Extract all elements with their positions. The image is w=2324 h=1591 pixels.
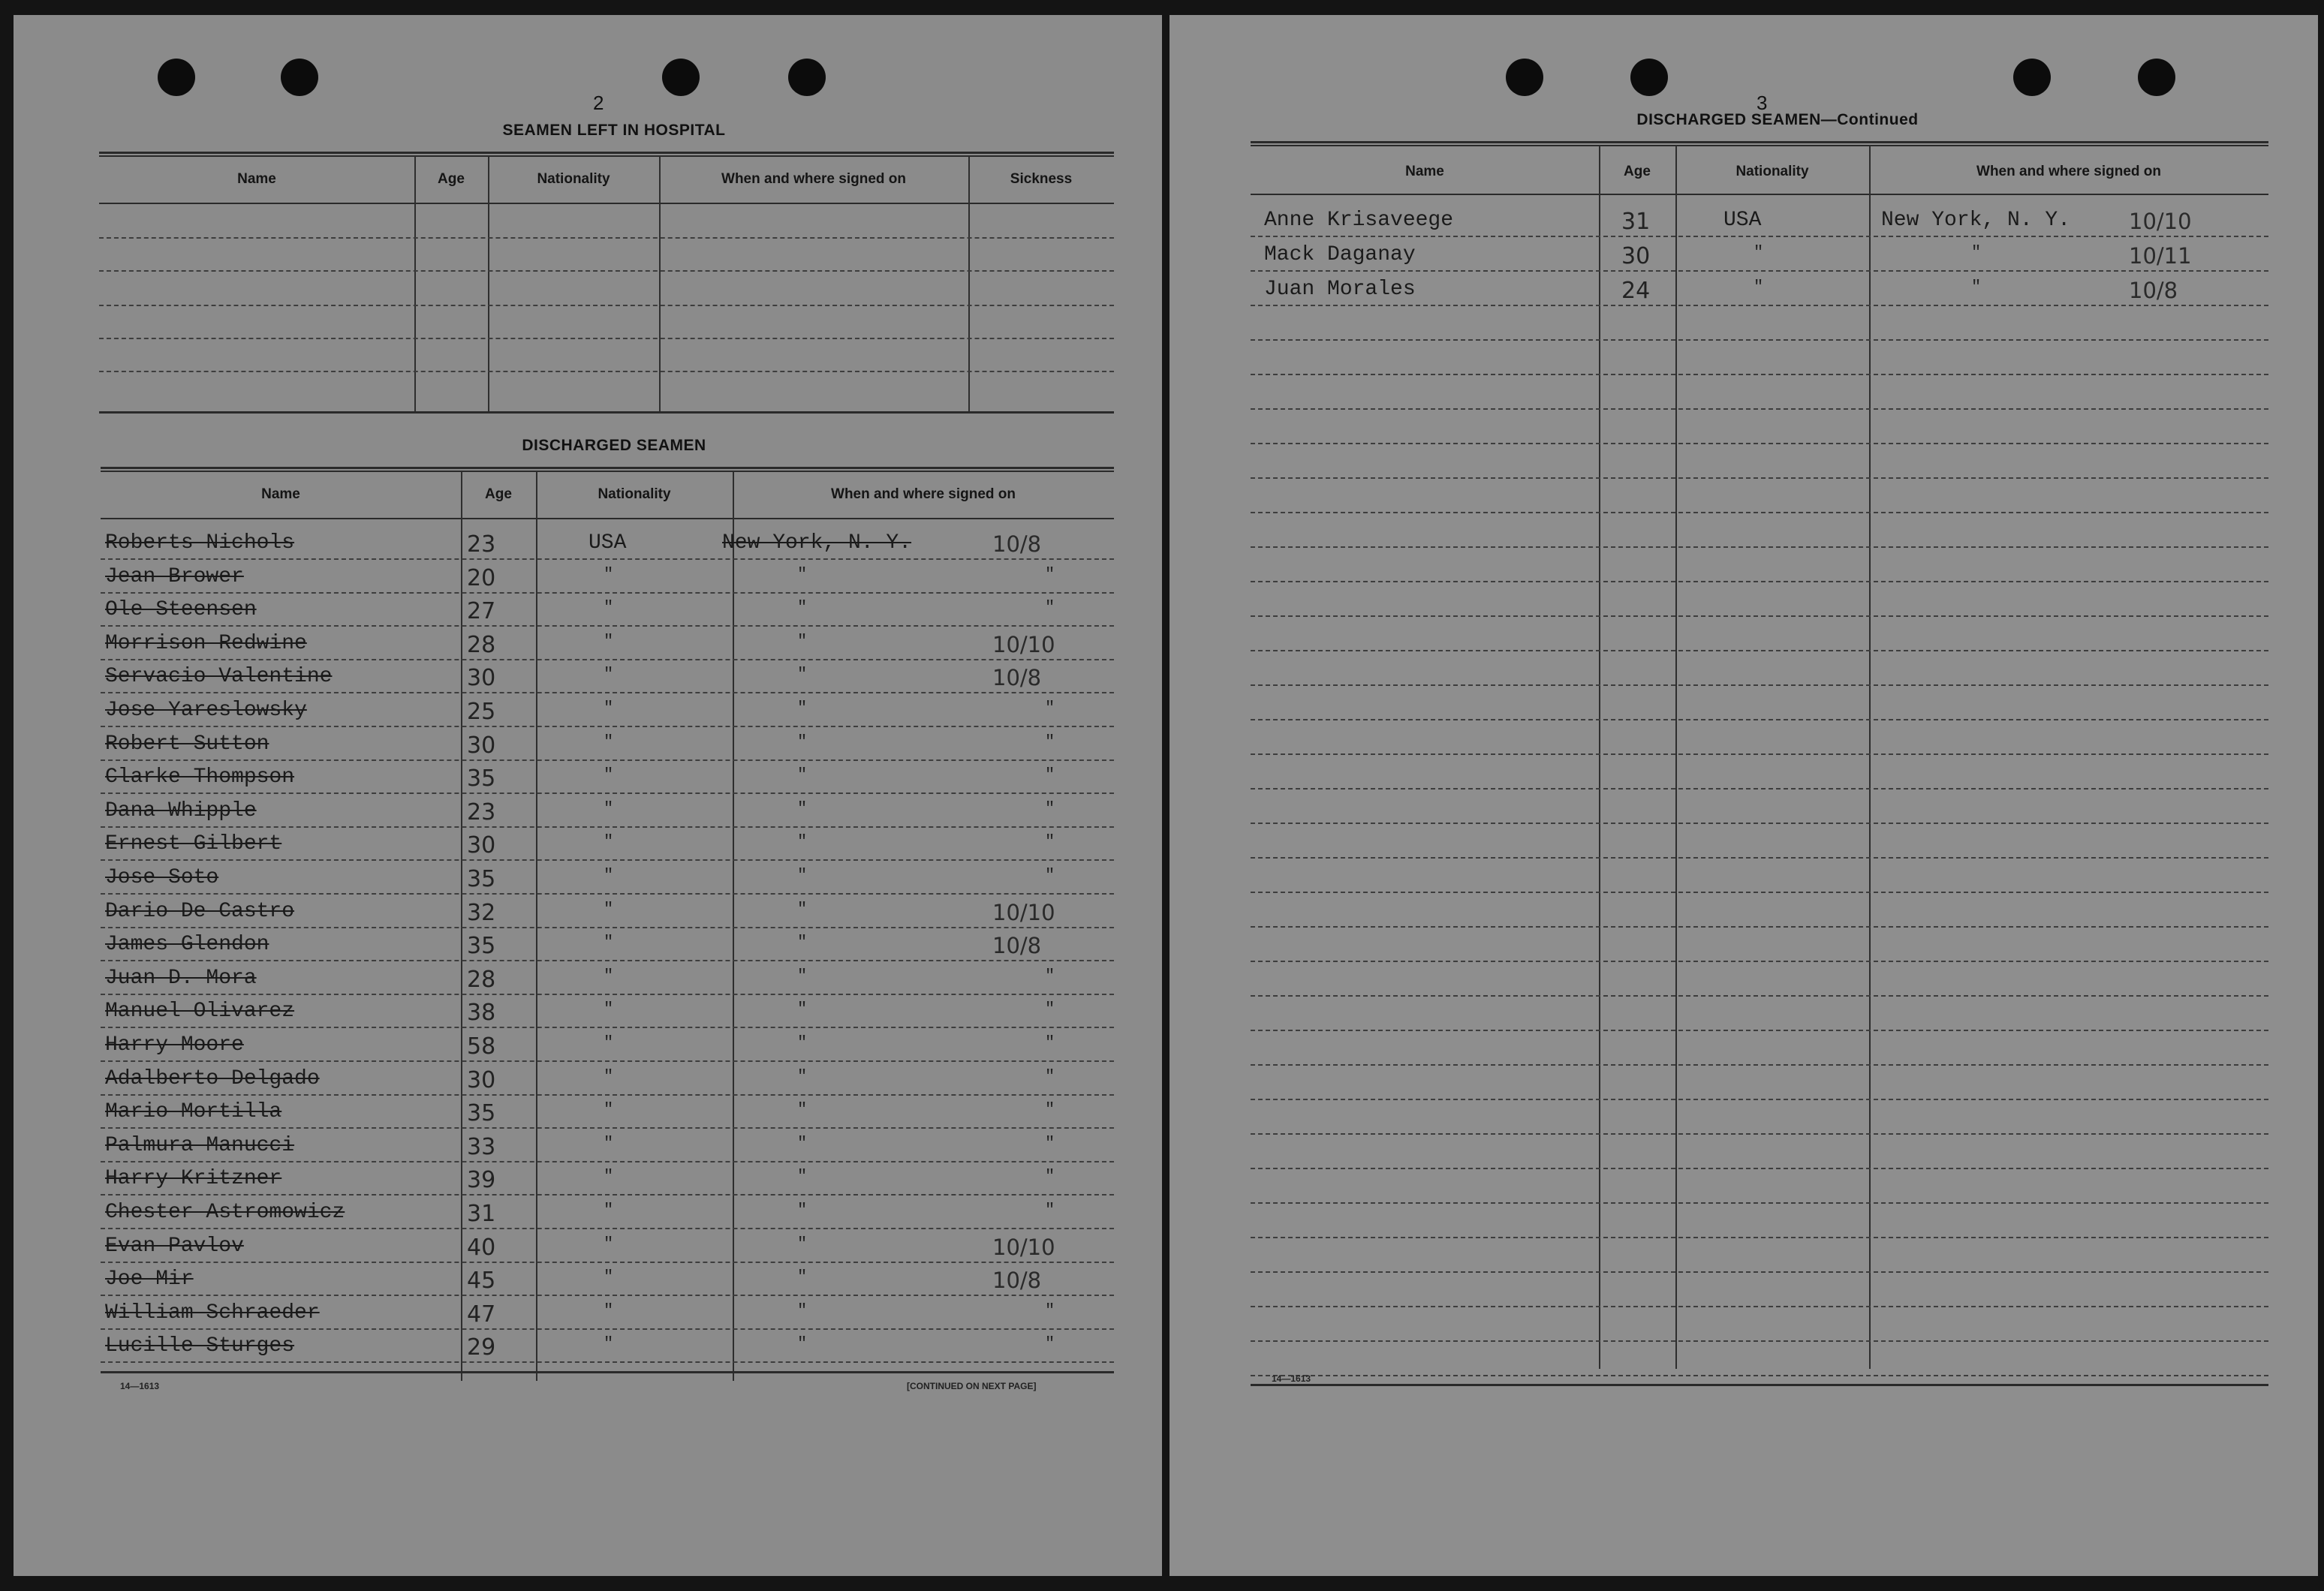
row-rule	[1251, 1168, 2268, 1169]
seaman-nationality: USA	[1723, 209, 1762, 232]
signed-on-place: "	[797, 732, 808, 751]
row-rule	[1251, 857, 2268, 859]
row-rule	[1251, 581, 2268, 582]
signed-on-date: 10/10	[992, 631, 1055, 657]
seaman-nationality: "	[604, 1033, 614, 1052]
signed-on-date: 10/10	[992, 899, 1055, 925]
signed-on-place: "	[797, 933, 808, 952]
punch-hole	[2138, 59, 2175, 96]
row-rule	[101, 859, 1114, 861]
column-header-sickness: Sickness	[1010, 171, 1073, 187]
column-header-signed-on: When and where signed on	[721, 171, 906, 187]
column-divider	[1675, 146, 1677, 1369]
row-rule	[99, 270, 1114, 272]
seaman-name: Harry Kritzner	[105, 1167, 282, 1191]
seaman-name: Joe Mir	[105, 1268, 194, 1292]
row-rule	[101, 1361, 1114, 1363]
row-rule	[101, 1127, 1114, 1129]
row-rule	[101, 1161, 1114, 1162]
seaman-nationality: "	[1754, 243, 1764, 262]
row-rule	[101, 1060, 1114, 1062]
hospital-table	[99, 141, 1114, 419]
seaman-name: Manuel Olivarez	[105, 1000, 295, 1024]
seaman-name: Adalberto Delgado	[105, 1066, 320, 1090]
signed-on-date: 10/8	[992, 531, 1042, 557]
row-rule	[99, 371, 1114, 372]
signed-on-date: "	[1045, 1301, 1055, 1320]
signed-on-date: "	[1045, 832, 1055, 852]
seaman-name: Jose Soto	[105, 866, 219, 889]
seaman-name: Ernest Gilbert	[105, 832, 282, 856]
signed-on-place: "	[797, 598, 808, 618]
signed-on-place: "	[797, 899, 808, 919]
signed-on-date: "	[1045, 866, 1055, 885]
seaman-name: Mario Mortilla	[105, 1100, 282, 1124]
seaman-nationality: "	[604, 699, 614, 717]
continued-table	[1251, 131, 2268, 1373]
row-rule	[1251, 1133, 2268, 1135]
header-rule	[99, 203, 1114, 204]
seaman-age: 28	[467, 631, 496, 658]
title-bold: DISCHARGED SEAMEN	[1636, 111, 1821, 128]
punch-hole	[1506, 59, 1543, 96]
row-rule	[99, 305, 1114, 306]
seaman-name: Clarke Thompson	[105, 765, 295, 789]
row-rule	[101, 759, 1114, 761]
row-rule	[1251, 1030, 2268, 1031]
row-rule	[101, 960, 1114, 961]
seaman-name: Chester Astromowicz	[105, 1201, 345, 1224]
row-rule	[1251, 1237, 2268, 1238]
signed-on-date: 10/8	[992, 933, 1042, 959]
seaman-nationality: "	[604, 598, 614, 618]
row-rule	[101, 1194, 1114, 1196]
row-rule	[101, 1094, 1114, 1096]
signed-on-place: "	[797, 631, 808, 651]
seaman-nationality: "	[604, 1334, 614, 1354]
row-rule	[101, 792, 1114, 794]
seaman-nationality: "	[604, 1268, 614, 1287]
row-rule	[101, 592, 1114, 594]
punch-hole	[2013, 59, 2051, 96]
signed-on-date: 10/8	[992, 1268, 1042, 1294]
row-rule	[101, 826, 1114, 828]
signed-on-date: "	[1045, 799, 1055, 818]
hospital-section-title: SEAMEN LEFT IN HOSPITAL	[502, 122, 726, 139]
row-rule	[1251, 1064, 2268, 1066]
seaman-name: Ole Steensen	[105, 598, 257, 622]
signed-on-place: "	[797, 1234, 808, 1253]
seaman-age: 30	[1621, 243, 1651, 269]
column-divider	[1599, 146, 1600, 1369]
discharged-table	[101, 456, 1114, 1379]
seaman-age: 31	[1621, 209, 1651, 235]
column-header-age: Age	[438, 171, 465, 187]
row-rule	[1251, 1306, 2268, 1307]
signed-on-date: "	[1045, 1100, 1055, 1120]
row-rule	[1251, 443, 2268, 444]
seaman-age: 31	[467, 1201, 496, 1227]
column-header-age: Age	[485, 486, 512, 502]
column-header-nationality: Nationality	[537, 171, 610, 187]
signed-on-date: 10/10	[2129, 209, 2192, 234]
row-rule	[101, 1295, 1114, 1296]
signed-on-place: New York, N. Y.	[1881, 209, 2071, 232]
signed-on-date: "	[1045, 1167, 1055, 1186]
seaman-name: Servacio Valentine	[105, 665, 333, 689]
signed-on-date: 10/8	[2129, 278, 2178, 303]
form-number: 14—1613	[1272, 1373, 1311, 1384]
row-rule	[1251, 236, 2268, 237]
seaman-age: 30	[467, 732, 496, 759]
seaman-age: 30	[467, 1066, 496, 1093]
seaman-name: Mack Daganay	[1264, 243, 1416, 266]
seaman-nationality: "	[604, 564, 614, 584]
seaman-name: Lucille Sturges	[105, 1334, 295, 1358]
seaman-age: 30	[467, 665, 496, 692]
row-rule	[1251, 546, 2268, 548]
row-rule	[1251, 719, 2268, 720]
row-rule	[1251, 408, 2268, 410]
column-header-age: Age	[1624, 164, 1651, 179]
row-rule	[1251, 477, 2268, 479]
seaman-nationality: "	[604, 1167, 614, 1186]
signed-on-place: "	[797, 1201, 808, 1220]
row-rule	[1251, 374, 2268, 375]
seaman-age: 27	[467, 598, 496, 625]
signed-on-place: New York, N. Y.	[722, 531, 912, 555]
title-suffix: —Continued	[1820, 111, 1919, 128]
seaman-age: 28	[467, 966, 496, 993]
seaman-nationality: "	[604, 1000, 614, 1019]
row-rule	[1251, 995, 2268, 997]
seaman-nationality: "	[604, 1234, 614, 1253]
row-rule	[101, 558, 1114, 560]
signed-on-date: "	[1045, 1066, 1055, 1086]
column-header-name: Name	[261, 486, 300, 502]
column-divider	[659, 156, 661, 411]
seaman-nationality: "	[604, 1100, 614, 1120]
signed-on-date: "	[1045, 564, 1055, 584]
seaman-nationality: "	[604, 631, 614, 651]
seaman-name: Evan Pavlov	[105, 1234, 244, 1258]
column-header-nationality: Nationality	[1735, 164, 1809, 179]
signed-on-place: "	[797, 1268, 808, 1287]
signed-on-date: "	[1045, 598, 1055, 618]
seaman-age: 33	[467, 1133, 496, 1160]
signed-on-date: "	[1045, 1334, 1055, 1354]
row-rule	[101, 692, 1114, 693]
seaman-age: 30	[467, 832, 496, 859]
signed-on-place: "	[797, 832, 808, 852]
signed-on-place: "	[797, 564, 808, 584]
row-rule	[99, 338, 1114, 339]
seaman-name: Robert Sutton	[105, 732, 269, 756]
form-number: 14—1613	[120, 1381, 160, 1391]
seaman-nationality: "	[604, 1201, 614, 1220]
signed-on-date: 10/8	[992, 665, 1042, 691]
row-rule	[1251, 615, 2268, 617]
seaman-name: Dana Whipple	[105, 799, 257, 823]
seaman-age: 45	[467, 1268, 496, 1295]
row-rule	[1251, 1340, 2268, 1342]
signed-on-place: "	[797, 1301, 808, 1320]
column-header-signed-on: When and where signed on	[1976, 164, 2161, 179]
seaman-nationality: "	[604, 765, 614, 785]
row-rule	[1251, 270, 2268, 272]
header-rule	[101, 518, 1114, 519]
seaman-name: Jose Yareslowsky	[105, 699, 307, 722]
seaman-nationality: "	[604, 665, 614, 684]
signed-on-place: "	[1971, 278, 1982, 296]
seaman-age: 24	[1621, 278, 1651, 304]
table-bottom-rule	[101, 1371, 1114, 1373]
seaman-name: Jean Brower	[105, 564, 244, 588]
punch-hole	[788, 59, 826, 96]
row-rule	[1251, 684, 2268, 686]
signed-on-place: "	[1971, 243, 1982, 262]
right-page	[1170, 15, 2318, 1576]
signed-on-place: "	[797, 966, 808, 985]
row-rule	[1251, 892, 2268, 893]
seaman-nationality: "	[604, 866, 614, 885]
continued-note: [CONTINUED ON NEXT PAGE]	[907, 1381, 1037, 1391]
row-rule	[101, 994, 1114, 995]
row-rule	[101, 625, 1114, 627]
row-rule	[1251, 1271, 2268, 1273]
seaman-age: 35	[467, 866, 496, 892]
seaman-name: Juan D. Mora	[105, 966, 257, 990]
signed-on-date: "	[1045, 1033, 1055, 1052]
discharged-continued-title	[1515, 111, 2040, 129]
signed-on-place: "	[797, 799, 808, 818]
seaman-nationality: "	[604, 933, 614, 952]
row-rule	[1251, 1202, 2268, 1204]
seaman-name: Harry Moore	[105, 1033, 244, 1057]
punch-hole	[1630, 59, 1668, 96]
table-bottom-rule	[1251, 1384, 2268, 1386]
table-top-rule	[99, 152, 1114, 157]
signed-on-date: "	[1045, 1201, 1055, 1220]
signed-on-date: 10/10	[992, 1234, 1055, 1260]
row-rule	[1251, 926, 2268, 928]
seaman-nationality: "	[604, 1301, 614, 1320]
column-divider	[968, 156, 970, 411]
signed-on-date: "	[1045, 765, 1055, 785]
seaman-nationality: "	[604, 799, 614, 818]
punch-hole	[662, 59, 700, 96]
signed-on-place: "	[797, 765, 808, 785]
column-header-name: Name	[237, 171, 276, 187]
row-rule	[101, 1328, 1114, 1330]
row-rule	[101, 893, 1114, 895]
signed-on-date: "	[1045, 732, 1055, 751]
column-divider	[414, 156, 416, 411]
signed-on-date: "	[1045, 966, 1055, 985]
signed-on-place: "	[797, 866, 808, 885]
seaman-name: Roberts Nichols	[105, 531, 295, 555]
seaman-name: Juan Morales	[1264, 278, 1416, 301]
seaman-age: 29	[467, 1334, 496, 1361]
row-rule	[1251, 753, 2268, 755]
seaman-age: 23	[467, 799, 496, 826]
seaman-age: 35	[467, 765, 496, 792]
seaman-name: Dario De Castro	[105, 899, 295, 923]
punch-hole	[158, 59, 195, 96]
signed-on-place: "	[797, 1334, 808, 1354]
signed-on-date: 10/11	[2129, 243, 2192, 269]
row-rule	[1251, 1375, 2268, 1376]
seaman-nationality: "	[604, 1066, 614, 1086]
table-bottom-rule	[99, 411, 1114, 414]
signed-on-date: "	[1045, 1133, 1055, 1153]
signed-on-date: "	[1045, 699, 1055, 717]
seaman-nationality: "	[604, 732, 614, 751]
seaman-nationality: "	[604, 1133, 614, 1153]
seaman-nationality: "	[604, 899, 614, 919]
row-rule	[1251, 512, 2268, 513]
row-rule	[99, 237, 1114, 239]
seaman-name: Morrison Redwine	[105, 631, 307, 655]
row-rule	[1251, 339, 2268, 341]
row-rule	[1251, 305, 2268, 306]
column-header-nationality: Nationality	[598, 486, 671, 502]
row-rule	[101, 1228, 1114, 1229]
row-rule	[101, 1262, 1114, 1263]
header-rule	[1251, 194, 2268, 195]
seaman-nationality: "	[1754, 278, 1764, 296]
seaman-age: 35	[467, 933, 496, 960]
seaman-nationality: "	[604, 832, 614, 852]
seaman-name: Anne Krisaveege	[1264, 209, 1454, 232]
row-rule	[1251, 650, 2268, 651]
seaman-age: 25	[467, 699, 496, 725]
seaman-age: 32	[467, 899, 496, 926]
seaman-age: 20	[467, 564, 496, 591]
column-divider	[488, 156, 489, 411]
signed-on-place: "	[797, 1100, 808, 1120]
seaman-age: 40	[467, 1234, 496, 1261]
signed-on-date: "	[1045, 1000, 1055, 1019]
row-rule	[1251, 961, 2268, 962]
row-rule	[101, 927, 1114, 928]
table-top-rule	[101, 467, 1114, 472]
table-top-rule	[1251, 141, 2268, 146]
column-header-name: Name	[1405, 164, 1444, 179]
signed-on-place: "	[797, 1000, 808, 1019]
seaman-name: James Glendon	[105, 933, 269, 957]
seaman-age: 47	[467, 1301, 496, 1328]
column-header-signed-on: When and where signed on	[831, 486, 1016, 502]
left-page	[14, 15, 1162, 1576]
signed-on-place: "	[797, 665, 808, 684]
seaman-age: 35	[467, 1100, 496, 1127]
seaman-name: Palmura Manucci	[105, 1133, 295, 1157]
seaman-nationality: "	[604, 966, 614, 985]
row-rule	[1251, 788, 2268, 789]
discharged-section-title: DISCHARGED SEAMEN	[522, 437, 706, 454]
row-rule	[101, 1027, 1114, 1028]
seaman-nationality: USA	[589, 531, 627, 555]
seaman-age: 39	[467, 1167, 496, 1194]
signed-on-place: "	[797, 1066, 808, 1086]
column-divider	[1869, 146, 1871, 1369]
seaman-age: 23	[467, 531, 496, 558]
signed-on-place: "	[797, 1033, 808, 1052]
page-number: 2	[593, 92, 604, 114]
punch-hole	[281, 59, 318, 96]
page-number: 3	[1757, 92, 1768, 114]
row-rule	[101, 659, 1114, 660]
signed-on-place: "	[797, 1133, 808, 1153]
seaman-name: William Schraeder	[105, 1301, 320, 1325]
row-rule	[101, 726, 1114, 727]
signed-on-place: "	[797, 1167, 808, 1186]
seaman-age: 58	[467, 1033, 496, 1060]
signed-on-place: "	[797, 699, 808, 717]
row-rule	[1251, 1099, 2268, 1100]
seaman-age: 38	[467, 1000, 496, 1027]
row-rule	[1251, 823, 2268, 824]
